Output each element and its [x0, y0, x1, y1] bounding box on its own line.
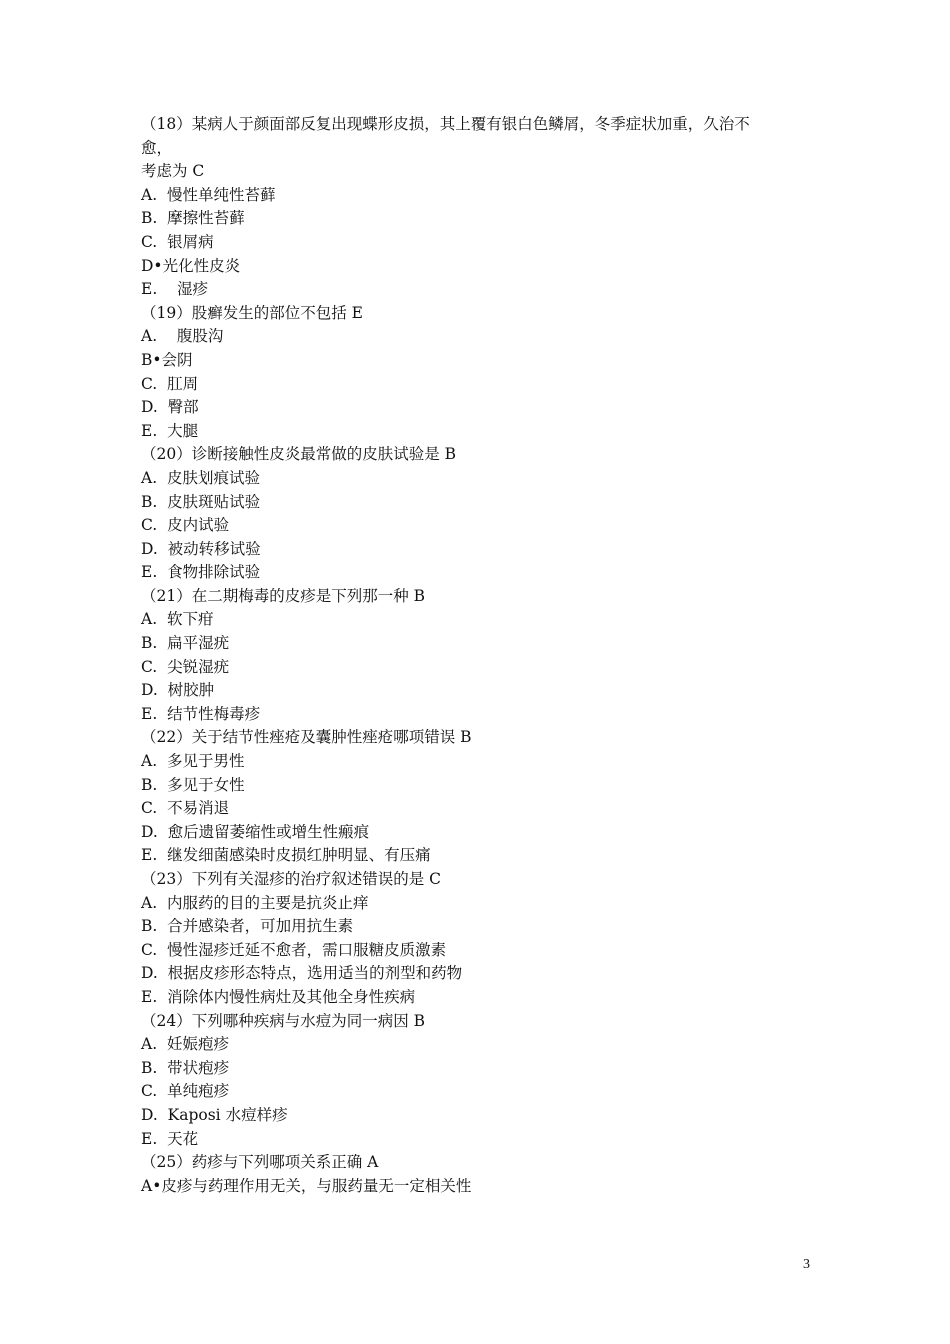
option: B•会阴 — [141, 350, 193, 369]
question-18-title: （18）某病人于颜面部反复出现蝶形皮损，其上覆有银白色鳞屑，冬季症状加重，久治不 — [141, 115, 750, 133]
option: D. 被动转移试验 — [141, 539, 261, 558]
page-number: 3 — [803, 1257, 810, 1272]
option: B. 摩擦性苔藓 — [141, 209, 245, 228]
question-19-title: （19）股癣发生的部位不包括 E — [141, 303, 363, 322]
option: D•光化性皮炎 — [141, 256, 241, 275]
question-18-title-cont: 愈， — [141, 138, 173, 157]
question-20-title: （20）诊断接触性皮炎最常做的皮肤试验是 B — [141, 445, 457, 464]
option: D. 愈后遗留萎缩性或增生性瘢痕 — [141, 822, 370, 841]
option: C. 肛周 — [141, 374, 199, 393]
option: A. 多见于男性 — [141, 752, 245, 771]
option: E. 消除体内慢性病灶及其他全身性疾病 — [141, 987, 416, 1006]
option: A. 妊娠疱疹 — [141, 1035, 229, 1054]
option: D. 根据皮疹形态特点，选用适当的剂型和药物 — [141, 964, 463, 983]
option: E. 结节性梅毒疹 — [141, 704, 261, 723]
option: A. 内服药的目的主要是抗炎止痒 — [141, 893, 369, 912]
option: C. 单纯疱疹 — [141, 1082, 230, 1101]
option: B. 皮肤斑贴试验 — [141, 492, 261, 511]
option: C. 慢性湿疹迁延不愈者，需口服糖皮质激素 — [141, 940, 447, 959]
option: C. 不易消退 — [141, 799, 230, 818]
question-24-title: （24）下列哪种疾病与水痘为同一病因 B — [141, 1011, 426, 1030]
option: A. 皮肤划痕试验 — [141, 468, 260, 487]
option: E. 大腿 — [141, 421, 199, 440]
option: A. 慢性单纯性苔藓 — [141, 185, 276, 204]
question-list — [141, 113, 821, 1198]
option: D. Kaposi 水痘样疹 — [141, 1105, 288, 1124]
option: B. 带状疱疹 — [141, 1058, 230, 1077]
option: B. 扁平湿疣 — [141, 634, 230, 653]
question-22-title: （22）关于结节性痤疮及囊肿性痤疮哪项错误 B — [141, 728, 472, 747]
option: A•皮疹与药理作用无关，与服药量无一定相关性 — [141, 1176, 472, 1195]
question-21-title: （21）在二期梅毒的皮疹是下列那一种 B — [141, 586, 426, 605]
option: C. 皮内试验 — [141, 516, 230, 535]
option: A. 腹股沟 — [141, 327, 224, 346]
question-25-title: （25）药疹与下列哪项关系正确 A — [141, 1153, 379, 1172]
option: A. 软下疳 — [141, 610, 214, 629]
option: E. 食物排除试验 — [141, 563, 261, 582]
option: B. 多见于女性 — [141, 775, 245, 794]
option: E. 天花 — [141, 1129, 199, 1148]
question-23-title: （23）下列有关湿疹的治疗叙述错误的是 C — [141, 870, 442, 888]
option: D. 臀部 — [141, 398, 199, 417]
option: D. 树胶肿 — [141, 681, 215, 700]
option: E. 继发细菌感染时皮损红肿明显、有压痛 — [141, 846, 431, 865]
option: B. 合并感染者，可加用抗生素 — [141, 917, 354, 936]
option: C. 尖锐湿疣 — [141, 657, 230, 676]
option: C. 银屑病 — [141, 232, 214, 251]
question-18-answer: 考虑为 C — [141, 162, 205, 181]
option: E. 湿疹 — [141, 280, 208, 299]
